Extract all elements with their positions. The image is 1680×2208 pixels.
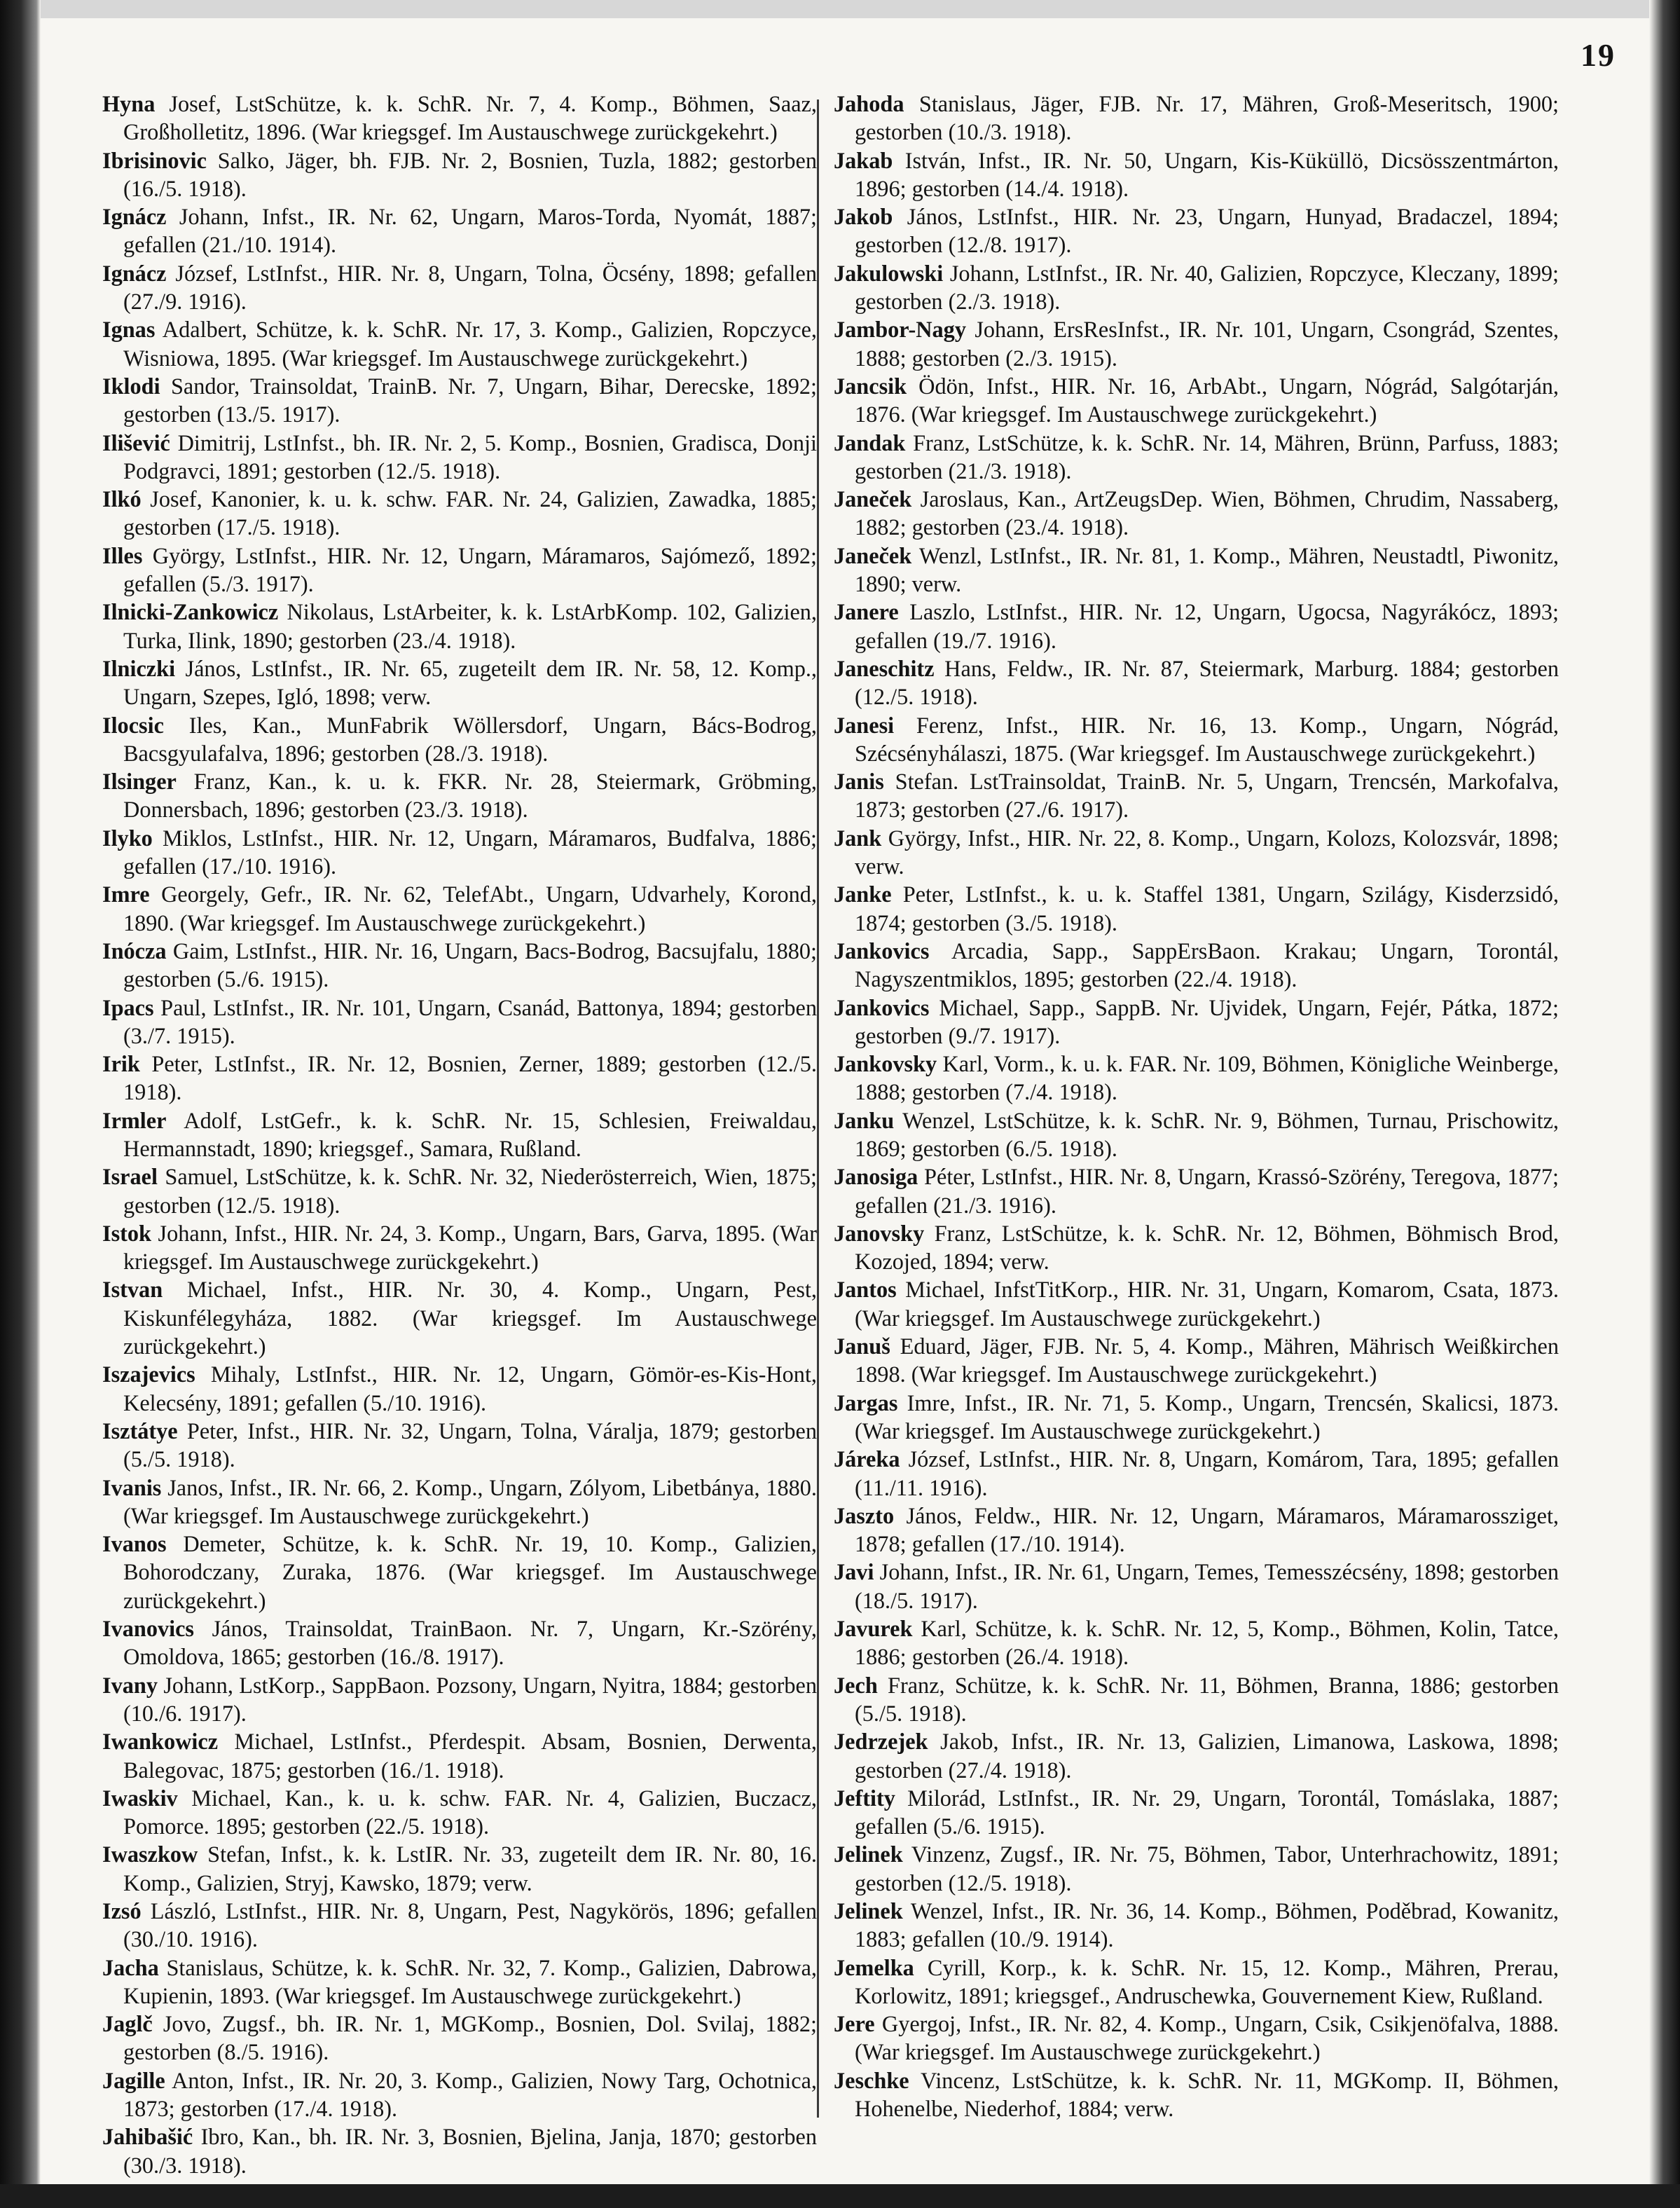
- entry-details: Sandor, Trainsoldat, TrainB. Nr. 7, Ungarn, Bihar, Derecske, 1892; gestorben (13./5. 1917).: [123, 373, 817, 427]
- list-entry: [102, 1671, 817, 1728]
- list-entry: [102, 372, 817, 429]
- list-entry: [102, 429, 817, 486]
- entry-surname: Janeschitz: [834, 655, 935, 681]
- entry-details: Josef, LstSchütze, k. k. SchR. Nr. 7, 4. Komp., Böhmen, Saaz, Großholletitz, 1896. (War kriegsgef. Im Austauschwege zurückgekehrt.): [123, 91, 817, 145]
- entry-details: Péter, LstInfst., HIR. Nr. 8, Ungarn, Krassó-Szörény, Teregova, 1877; gefallen (21./3. 1916).: [855, 1164, 1559, 1218]
- entry-details: János, LstInfst., HIR. Nr. 23, Ungarn, Hunyad, Bradaczel, 1894; gestorben (12./8. 1917).: [855, 204, 1559, 258]
- entry-surname: Janku: [834, 1107, 895, 1133]
- entry-details: Michael, LstInfst., Pferdespit. Absam, Bosnien, Derwenta, Balegovac, 1875; gestorben (16./1. 1918).: [123, 1729, 817, 1783]
- list-entry: [834, 711, 1559, 768]
- list-entry: [102, 1050, 817, 1106]
- entry-details: Peter, LstInfst., IR. Nr. 12, Bosnien, Zerner, 1889; gestorben (12./5. 1918).: [123, 1051, 817, 1105]
- entry-surname: Ilocsic: [102, 712, 164, 738]
- list-entry: [834, 1897, 1559, 1954]
- entry-details: Milorád, LstInfst., IR. Nr. 29, Ungarn, Torontál, Tomáslaka, 1887; gefallen (5./6. 1915).: [855, 1785, 1559, 1839]
- entry-details: Demeter, Schütze, k. k. SchR. Nr. 19, 10. Komp., Galizien, Bohorodczany, Zuraka, 1876. (War kriegsgef. Im Austauschwege zurückgekehrt.): [123, 1531, 818, 1613]
- entry-surname: Jambor-Nagy: [834, 317, 966, 343]
- entry-details: Johann, ErsResInfst., IR. Nr. 101, Ungarn, Csongrád, Szentes, 1888; gestorben (2./3. 1915).: [855, 317, 1559, 371]
- entry-details: Johann, LstKorp., SappBaon. Pozsony, Ungarn, Nyitra, 1884; gestorben (10./6. 1917).: [123, 1672, 817, 1726]
- entry-surname: Ilyko: [102, 825, 153, 851]
- entry-surname: Iwaszkow: [102, 1842, 198, 1867]
- list-entry: [834, 1445, 1559, 1502]
- entry-details: János, Feldw., HIR. Nr. 12, Ungarn, Máramaros, Máramarossziget, 1878; gefallen (17./10. 1914).: [855, 1502, 1559, 1557]
- entry-details: László, LstInfst., HIR. Nr. 8, Ungarn, Pest, Nagykörös, 1896; gefallen (30./10. 1916).: [123, 1898, 817, 1952]
- entry-surname: Jankovsky: [834, 1051, 937, 1077]
- entry-surname: Jancsik: [834, 373, 907, 399]
- entry-details: István, Infst., IR. Nr. 50, Ungarn, Kis-Küküllö, Dicsösszentmárton, 1896; gestorben (14./4. 1918).: [855, 147, 1559, 201]
- entry-surname: Jelinek: [834, 1898, 903, 1924]
- entry-surname: Jakob: [834, 204, 893, 230]
- entry-surname: Jankovics: [834, 938, 930, 964]
- entry-surname: Izsó: [102, 1898, 142, 1924]
- entry-surname: Iklodi: [102, 373, 160, 399]
- list-entry: [102, 1360, 817, 1417]
- list-entry: [102, 1275, 817, 1360]
- list-entry: [102, 711, 817, 768]
- list-entry: [102, 824, 817, 881]
- list-entry: [834, 485, 1559, 542]
- list-entry: [102, 1530, 817, 1614]
- entry-surname: Ilsinger: [102, 769, 177, 795]
- entry-surname: Ignácz: [102, 204, 167, 230]
- entry-surname: Ibrisinovic: [102, 147, 207, 173]
- entry-surname: Illes: [102, 542, 143, 568]
- entry-surname: Ilniczki: [102, 655, 176, 681]
- entry-surname: Jakab: [834, 147, 893, 173]
- list-entry: [834, 429, 1559, 486]
- entry-details: Wenzel, Infst., IR. Nr. 36, 14. Komp., Böhmen, Poděbrad, Kowanitz, 1883; gefallen (10./9. 1914).: [855, 1898, 1559, 1952]
- entry-surname: Iszajevics: [102, 1362, 195, 1387]
- entry-details: Franz, LstSchütze, k. k. SchR. Nr. 14, Mähren, Brünn, Parfuss, 1883; gestorben (21./3. 1918).: [855, 430, 1559, 484]
- list-entry: [102, 90, 817, 146]
- scan-border-top: [0, 0, 1680, 18]
- entry-details: Anton, Infst., IR. Nr. 20, 3. Komp., Galizien, Nowy Targ, Ochotnica, 1873; gestorben (17./4. 1918).: [123, 2067, 817, 2122]
- entry-details: Stanislaus, Schütze, k. k. SchR. Nr. 32, 7. Komp., Galizien, Dabrowa, Kupienin, 1893. (War kriegsgef. Im Austauschwege zurückgekehrt.): [123, 1954, 818, 2008]
- list-entry: [102, 1417, 817, 1474]
- entry-surname: Jaglč: [102, 2011, 153, 2037]
- entry-details: Wenzel, LstSchütze, k. k. SchR. Nr. 9, Böhmen, Turnau, Prischowitz, 1869; gestorben (6./5. 1918).: [855, 1107, 1559, 1161]
- list-entry: [102, 1897, 817, 1954]
- entry-surname: Ignácz: [102, 260, 167, 286]
- list-entry: [102, 485, 817, 542]
- entry-surname: Jargas: [834, 1390, 898, 1415]
- entry-surname: Jandak: [834, 430, 906, 455]
- entry-details: Franz, LstSchütze, k. k. SchR. Nr. 12, Böhmen, Böhmisch Brod, Kozojed, 1894; verw.: [855, 1220, 1559, 1275]
- scan-border-bottom: [0, 2184, 1680, 2208]
- entry-surname: Janere: [834, 599, 899, 625]
- list-entry: [102, 315, 817, 372]
- entry-details: Michael, InfstTitKorp., HIR. Nr. 31, Ungarn, Komarom, Csata, 1873. (War kriegsgef. Im Austauschwege zurückgekehrt.): [855, 1277, 1559, 1331]
- entry-surname: Istvan: [102, 1277, 163, 1303]
- entry-surname: Ipacs: [102, 994, 154, 1020]
- list-entry: [102, 598, 817, 654]
- list-entry: [102, 1614, 817, 1671]
- entry-details: Johann, LstInfst., IR. Nr. 40, Galizien, Ropczyce, Kleczany, 1899; gestorben (2./3. 1918).: [855, 260, 1559, 315]
- list-entry: [102, 1106, 817, 1163]
- list-entry: [102, 1784, 817, 1841]
- list-entry: [102, 542, 817, 598]
- list-entry: [102, 937, 817, 994]
- entry-details: Imre, Infst., IR. Nr. 71, 5. Komp., Ungarn, Trencsén, Skalicsi, 1873. (War kriegsgef. Im Austauschwege zurückgekehrt.): [855, 1390, 1559, 1444]
- entry-surname: Irik: [102, 1051, 140, 1077]
- list-entry: [834, 1784, 1559, 1841]
- entry-surname: Jaszto: [834, 1502, 895, 1528]
- entry-details: Franz, Kan., k. u. k. FKR. Nr. 28, Steiermark, Gröbming, Donnersbach, 1896; gestorben (23./3. 1918).: [123, 769, 817, 823]
- entry-surname: Jech: [834, 1672, 878, 1698]
- entry-surname: Januš: [834, 1333, 890, 1359]
- entry-details: József, LstInfst., HIR. Nr. 8, Ungarn, Tolna, Öcsény, 1898; gefallen (27./9. 1916).: [123, 260, 817, 315]
- entry-details: Georgely, Gefr., IR. Nr. 62, TelefAbt., Ungarn, Udvarhely, Korond, 1890. (War kriegsgef. Im Austauschwege zurückgekehrt.): [123, 882, 818, 935]
- entry-surname: Jelinek: [834, 1842, 903, 1867]
- entry-surname: Janesi: [834, 712, 895, 738]
- list-entry: [834, 372, 1559, 429]
- entry-details: János, LstInfst., IR. Nr. 65, zugeteilt dem IR. Nr. 58, 12. Komp., Ungarn, Szepes, Igló, 1898; verw.: [123, 655, 817, 710]
- list-entry: [102, 146, 817, 203]
- entry-surname: Janis: [834, 769, 884, 795]
- entry-surname: Janovsky: [834, 1220, 925, 1246]
- entry-surname: Javi: [834, 1559, 874, 1585]
- list-entry: [834, 654, 1559, 711]
- left-column: [102, 90, 817, 2179]
- page-number: 19: [1581, 37, 1616, 73]
- column-divider: [817, 100, 819, 2118]
- entry-surname: Janosiga: [834, 1164, 918, 1190]
- list-entry: [834, 1558, 1559, 1614]
- list-entry: [834, 2066, 1559, 2123]
- list-entry: [834, 880, 1559, 937]
- entry-details: Jaroslaus, Kan., ArtZeugsDep. Wien, Böhmen, Chrudim, Nassaberg, 1882; gestorben (23./4. 1918).: [855, 486, 1559, 540]
- list-entry: [102, 1954, 817, 2010]
- list-entry: [834, 1671, 1559, 1728]
- right-column: [834, 90, 1559, 2123]
- entry-details: Samuel, LstSchütze, k. k. SchR. Nr. 32, Niederösterreich, Wien, 1875; gestorben (12./5. 1918).: [123, 1164, 818, 1218]
- entry-surname: Ilišević: [102, 430, 170, 455]
- entry-surname: Iwaskiv: [102, 1785, 178, 1811]
- entry-details: Paul, LstInfst., IR. Nr. 101, Ungarn, Csanád, Battonya, 1894; gestorben (3./7. 1915).: [123, 994, 817, 1048]
- entry-details: Johann, Infst., IR. Nr. 62, Ungarn, Maros-Torda, Nyomát, 1887; gefallen (21./10. 1914).: [123, 204, 817, 258]
- entry-surname: Janke: [834, 882, 892, 907]
- entry-details: Stefan, Infst., k. k. LstIR. Nr. 33, zugeteilt dem IR. Nr. 80, 16. Komp., Galizien, Stryj, Kawsko, 1879; verw.: [123, 1842, 818, 1895]
- entry-surname: Janeček: [834, 542, 912, 568]
- entry-details: János, Trainsoldat, TrainBaon. Nr. 7, Ungarn, Kr.-Szörény, Omoldova, 1865; gestorben (16./8. 1917).: [123, 1616, 817, 1670]
- list-entry: [102, 767, 817, 824]
- list-entry: [102, 1163, 817, 1219]
- list-entry: [834, 146, 1559, 203]
- entry-details: Nikolaus, LstArbeiter, k. k. LstArbKomp. 102, Galizien, Turka, Ilink, 1890; gestorben (23./4. 1918).: [123, 599, 817, 653]
- entry-details: Wenzl, LstInfst., IR. Nr. 81, 1. Komp., Mähren, Neustadtl, Piwonitz, 1890; verw.: [855, 542, 1559, 597]
- entry-surname: Ivanis: [102, 1474, 162, 1500]
- list-entry: [834, 1050, 1559, 1106]
- entry-surname: Irmler: [102, 1107, 167, 1133]
- entry-details: Karl, Vorm., k. u. k. FAR. Nr. 109, Böhmen, Königliche Weinberge, 1888; gestorben (7./4. 1918).: [855, 1051, 1559, 1105]
- list-entry: [834, 1614, 1559, 1671]
- list-entry: [102, 880, 817, 937]
- entry-details: Peter, Infst., HIR. Nr. 32, Ungarn, Tolna, Váralja, 1879; gestorben (5./5. 1918).: [123, 1418, 817, 1472]
- entry-surname: Jedrzejek: [834, 1729, 928, 1755]
- entry-details: Janos, Infst., IR. Nr. 66, 2. Komp., Ungarn, Zólyom, Libetbánya, 1880. (War kriegsgef. Im Austauschwege zurückgekehrt.): [123, 1474, 817, 1528]
- list-entry: [834, 1332, 1559, 1389]
- scan-border-right: [1649, 0, 1680, 2208]
- entry-details: Karl, Schütze, k. k. SchR. Nr. 12, 5, Komp., Böhmen, Kolin, Tatce, 1886; gestorben (26./4. 1918).: [855, 1616, 1559, 1670]
- entry-details: Hans, Feldw., IR. Nr. 87, Steiermark, Marburg. 1884; gestorben (12./5. 1918).: [855, 655, 1559, 710]
- entry-details: Jakob, Infst., IR. Nr. 13, Galizien, Limanowa, Laskowa, 1898; gestorben (27./4. 1918).: [855, 1729, 1559, 1783]
- entry-details: Michael, Kan., k. u. k. schw. FAR. Nr. 4, Galizien, Buczacz, Pomorce. 1895; gestorben (22./5. 1918).: [123, 1785, 817, 1839]
- list-entry: [834, 1389, 1559, 1446]
- entry-details: Gaim, LstInfst., HIR. Nr. 16, Ungarn, Bacs-Bodrog, Bacsujfalu, 1880; gestorben (5./6. 1915).: [123, 938, 818, 992]
- entry-surname: Ivanos: [102, 1531, 167, 1557]
- entry-details: Johann, Infst., IR. Nr. 61, Ungarn, Temes, Temesszécsény, 1898; gestorben (18./5. 1917).: [855, 1559, 1559, 1613]
- entry-surname: Jantos: [834, 1277, 897, 1303]
- entry-surname: Ilnicki-Zankowicz: [102, 599, 279, 625]
- entry-details: József, LstInfst., HIR. Nr. 8, Ungarn, Komárom, Tara, 1895; gefallen (11./11. 1916).: [855, 1446, 1559, 1500]
- entry-details: Gyergoj, Infst., IR. Nr. 82, 4. Komp., Ungarn, Csik, Csikjenöfalva, 1888. (War kriegsgef. Im Austauschwege zurückgekehrt.): [855, 2011, 1559, 2065]
- entry-details: Michael, Infst., HIR. Nr. 30, 4. Komp., Ungarn, Pest, Kiskunfélegyháza, 1882. (War kriegsgef. Im Austauschwege zurückgekehrt.): [123, 1277, 818, 1359]
- list-entry: [102, 203, 817, 259]
- entry-details: Dimitrij, LstInfst., bh. IR. Nr. 2, 5. Komp., Bosnien, Gradisca, Donji Podgravci, 1891; gestorben (12./5. 1918).: [123, 430, 817, 484]
- entry-surname: Hyna: [102, 91, 156, 116]
- list-entry: [834, 1502, 1559, 1558]
- list-entry: [102, 2010, 817, 2066]
- list-entry: [102, 1219, 817, 1276]
- entry-surname: Istok: [102, 1220, 152, 1246]
- list-entry: [834, 1106, 1559, 1163]
- list-entry: [102, 1474, 817, 1530]
- list-entry: [834, 598, 1559, 654]
- entry-details: Salko, Jäger, bh. FJB. Nr. 2, Bosnien, Tuzla, 1882; gestorben (16./5. 1918).: [123, 147, 817, 201]
- entry-surname: Israel: [102, 1164, 158, 1190]
- entry-details: György, Infst., HIR. Nr. 22, 8. Komp., Ungarn, Kolozs, Kolozsvár, 1898; verw.: [855, 825, 1559, 879]
- list-entry: [834, 824, 1559, 881]
- entry-details: Peter, LstInfst., k. u. k. Staffel 1381, Ungarn, Szilágy, Kisderzsidó, 1874; gestorben (3./5. 1918).: [855, 882, 1559, 935]
- entry-details: Johann, Infst., HIR. Nr. 24, 3. Komp., Ungarn, Bars, Garva, 1895. (War kriegsgef. Im Austauschwege zurückgekehrt.): [123, 1220, 817, 1275]
- list-entry: [102, 2066, 817, 2123]
- entry-details: Ödön, Infst., HIR. Nr. 16, ArbAbt., Ungarn, Nógrád, Salgótarján, 1876. (War kriegsgef. Im Austauschwege zurückgekehrt.): [855, 373, 1559, 427]
- entry-details: Stefan. LstTrainsoldat, TrainB. Nr. 5, Ungarn, Trencsén, Markofalva, 1873; gestorben (27./6. 1917).: [855, 769, 1559, 823]
- entry-surname: Janeček: [834, 486, 912, 512]
- entry-surname: Ignas: [102, 317, 156, 343]
- entry-details: Iles, Kan., MunFabrik Wöllersdorf, Ungarn, Bács-Bodrog, Bacsgyulafalva, 1896; gestorben (28./3. 1918).: [123, 712, 817, 766]
- entry-details: Franz, Schütze, k. k. SchR. Nr. 11, Böhmen, Branna, 1886; gestorben (5./5. 1918).: [855, 1672, 1559, 1726]
- list-entry: [834, 259, 1559, 316]
- entry-details: György, LstInfst., HIR. Nr. 12, Ungarn, Máramaros, Sajómező, 1892; gefallen (5./3. 1917).: [123, 542, 817, 597]
- list-entry: [834, 1219, 1559, 1276]
- entry-details: Vinzenz, Zugsf., IR. Nr. 75, Böhmen, Tabor, Unterhrachowitz, 1891; gestorben (12./5. 1918).: [855, 1842, 1559, 1895]
- entry-surname: Iwankowicz: [102, 1729, 219, 1755]
- entry-details: Vincenz, LstSchütze, k. k. SchR. Nr. 11, MGKomp. II, Böhmen, Hohenelbe, Niederhof, 1884; verw.: [855, 2067, 1559, 2122]
- list-entry: [102, 994, 817, 1050]
- list-entry: [834, 203, 1559, 259]
- entry-surname: Jacha: [102, 1954, 159, 1980]
- list-entry: [834, 1163, 1559, 1219]
- entry-surname: Jemelka: [834, 1954, 914, 1980]
- entry-surname: Jere: [834, 2011, 875, 2037]
- entry-surname: Ivanovics: [102, 1616, 195, 1642]
- list-entry: [834, 90, 1559, 146]
- entry-details: Miklos, LstInfst., HIR. Nr. 12, Ungarn, Máramaros, Budfalva, 1886; gefallen (17./10. 1916).: [123, 825, 818, 879]
- entry-surname: Isztátye: [102, 1418, 178, 1444]
- list-entry: [834, 1840, 1559, 1897]
- list-entry: [834, 1954, 1559, 2010]
- entry-details: Ibro, Kan., bh. IR. Nr. 3, Bosnien, Bjelina, Janja, 1870; gestorben (30./3. 1918).: [123, 2124, 817, 2178]
- scan-border-left: [0, 0, 41, 2208]
- entry-details: Jovo, Zugsf., bh. IR. Nr. 1, MGKomp., Bosnien, Dol. Svilaj, 1882; gestorben (8./5. 1916).: [123, 2011, 818, 2065]
- list-entry: [834, 542, 1559, 598]
- list-entry: [834, 937, 1559, 994]
- entry-surname: Jahibašić: [102, 2124, 193, 2150]
- entry-details: Ferenz, Infst., HIR. Nr. 16, 13. Komp., Ungarn, Nógrád, Szécsényhálaszi, 1875. (War kriegsgef. Im Austauschwege zurückgekehrt.): [855, 712, 1559, 766]
- entry-details: Stanislaus, Jäger, FJB. Nr. 17, Mähren, Groß-Meseritsch, 1900; gestorben (10./3. 1918).: [855, 91, 1559, 145]
- entry-surname: Ivany: [102, 1672, 158, 1698]
- list-entry: [834, 767, 1559, 824]
- entry-details: Adolf, LstGefr., k. k. SchR. Nr. 15, Schlesien, Freiwaldau, Hermannstadt, 1890; kriegsgef., Samara, Rußland.: [123, 1107, 817, 1161]
- entry-details: Mihaly, LstInfst., HIR. Nr. 12, Ungarn, Gömör-es-Kis-Hont, Kelecsény, 1891; gefallen (5./10. 1916).: [123, 1362, 817, 1415]
- entry-details: Adalbert, Schütze, k. k. SchR. Nr. 17, 3. Komp., Galizien, Ropczyce, Wisniowa, 1895. (War kriegsgef. Im Austauschwege zurückgekehrt.): [123, 317, 818, 371]
- entry-surname: Jeftity: [834, 1785, 895, 1811]
- entry-surname: Inócza: [102, 938, 167, 964]
- entry-surname: Jagille: [102, 2067, 165, 2093]
- entry-surname: Jeschke: [834, 2067, 909, 2093]
- entry-details: Arcadia, Sapp., SappErsBaon. Krakau; Ungarn, Torontál, Nagyszentmiklos, 1895; gestorben (22./4. 1918).: [855, 938, 1559, 992]
- entry-details: Laszlo, LstInfst., HIR. Nr. 12, Ungarn, Ugocsa, Nagyrákócz, 1893; gefallen (19./7. 1916).: [855, 599, 1559, 653]
- entry-surname: Jahoda: [834, 91, 904, 116]
- entry-surname: Ilkó: [102, 486, 142, 512]
- entry-surname: Jank: [834, 825, 882, 851]
- entry-details: Josef, Kanonier, k. u. k. schw. FAR. Nr. 24, Galizien, Zawadka, 1885; gestorben (17./5. 1918).: [123, 486, 817, 540]
- entry-surname: Imre: [102, 882, 150, 907]
- list-entry: [102, 2123, 817, 2179]
- list-entry: [102, 654, 817, 711]
- entry-details: Eduard, Jäger, FJB. Nr. 5, 4. Komp., Mähren, Mährisch Weißkirchen 1898. (War kriegsgef. Im Austauschwege zurückgekehrt.): [855, 1333, 1559, 1387]
- list-entry: [834, 315, 1559, 372]
- entry-surname: Javurek: [834, 1616, 913, 1642]
- list-entry: [834, 2010, 1559, 2066]
- list-entry: [834, 994, 1559, 1050]
- entry-details: Michael, Sapp., SappB. Nr. Ujvidek, Ungarn, Fejér, Pátka, 1872; gestorben (9./7. 1917).: [855, 994, 1559, 1048]
- entry-surname: Járeka: [834, 1446, 900, 1472]
- list-entry: [102, 1840, 817, 1897]
- list-entry: [834, 1275, 1559, 1332]
- list-entry: [102, 1727, 817, 1784]
- entry-surname: Jankovics: [834, 994, 930, 1020]
- entry-details: Cyrill, Korp., k. k. SchR. Nr. 15, 12. Komp., Mähren, Prerau, Korlowitz, 1891; kriegsgef., Andruschewka, Gouvernement Kiew, Rußland.: [855, 1954, 1559, 2008]
- entry-surname: Jakulowski: [834, 260, 944, 286]
- list-entry: [102, 259, 817, 316]
- list-entry: [834, 1727, 1559, 1784]
